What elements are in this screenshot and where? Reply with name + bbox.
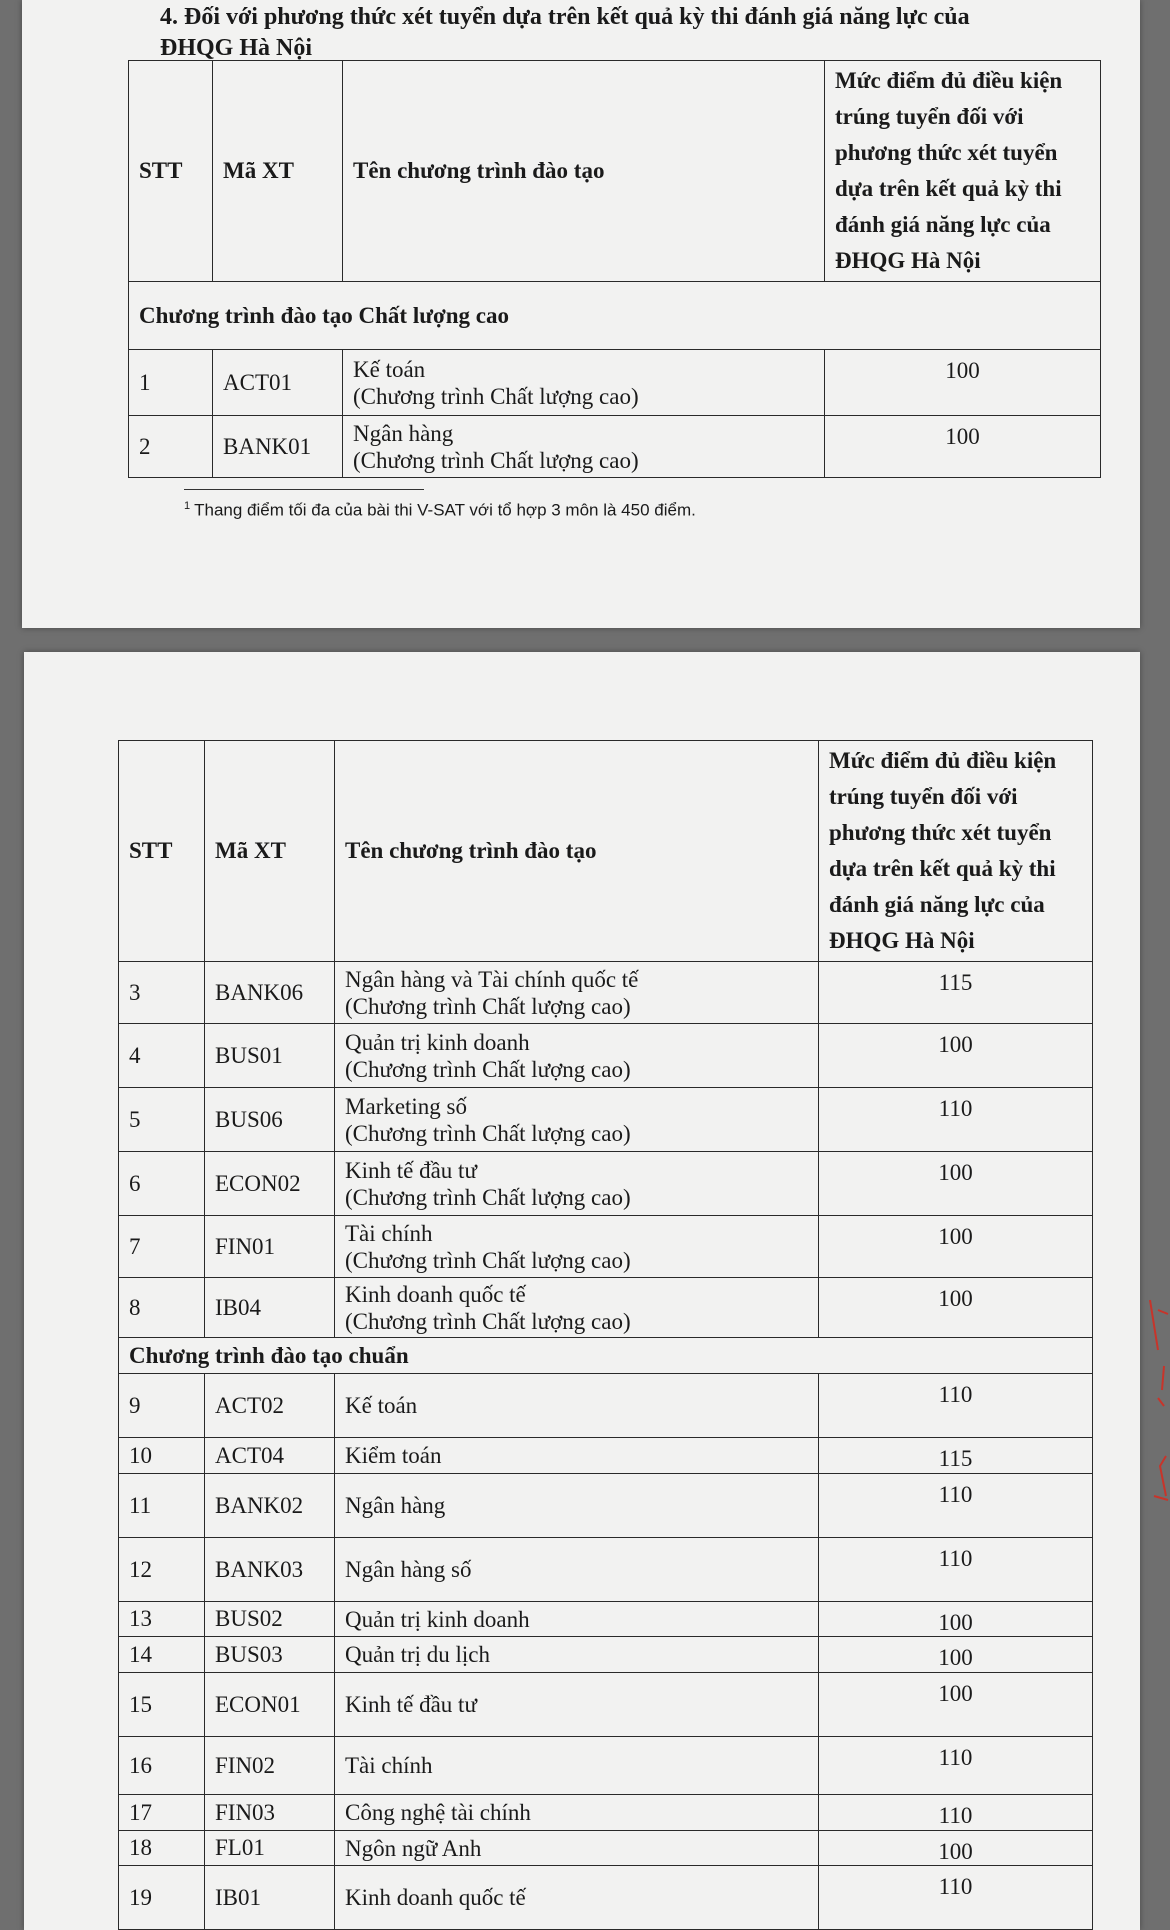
row-code: BUS03 xyxy=(205,1637,335,1673)
header-score-line: ĐHQG Hà Nội xyxy=(835,248,981,273)
row-score: 100 xyxy=(819,1278,1093,1338)
program-name: Quản trị kinh doanh xyxy=(345,1029,530,1055)
header-score-line: đánh giá năng lực của xyxy=(835,212,1051,237)
row-code: IB01 xyxy=(205,1866,335,1930)
program-name: Ngân hàng xyxy=(353,420,454,446)
row-program xyxy=(335,1673,819,1737)
program-name: Ngân hàng xyxy=(345,1493,446,1518)
header-score-line: Mức điểm đủ điều kiện xyxy=(829,748,1057,773)
row-program xyxy=(335,1637,819,1673)
row-score: 100 xyxy=(819,1602,1093,1637)
program-name: Kiểm toán xyxy=(345,1443,442,1468)
row-score: 100 xyxy=(819,1673,1093,1737)
row-code: ECON01 xyxy=(205,1673,335,1737)
table-row xyxy=(119,1737,1093,1795)
row-program xyxy=(335,1152,819,1216)
row-stt: 4 xyxy=(119,1024,205,1088)
table-header-row xyxy=(119,741,1093,962)
row-code: FIN01 xyxy=(205,1216,335,1278)
row-program xyxy=(335,1374,819,1438)
admission-score-table-page1 xyxy=(128,60,1101,478)
row-program xyxy=(335,1737,819,1795)
program-note: (Chương trình Chất lượng cao) xyxy=(345,1184,631,1210)
row-program xyxy=(335,1538,819,1602)
row-score: 100 xyxy=(825,350,1101,416)
row-stt: 10 xyxy=(119,1438,205,1474)
row-score: 115 xyxy=(819,962,1093,1024)
row-code: BUS02 xyxy=(205,1602,335,1637)
table-row xyxy=(119,1474,1093,1538)
footnote-marker: 1 xyxy=(184,500,191,512)
program-note: (Chương trình Chất lượng cao) xyxy=(353,383,639,409)
program-name: Tài chính xyxy=(345,1753,433,1778)
row-program xyxy=(335,1278,819,1338)
row-program xyxy=(335,1831,819,1866)
row-program xyxy=(343,350,825,416)
table-row xyxy=(119,1024,1093,1088)
program-name: Quản trị du lịch xyxy=(345,1642,490,1667)
table-row xyxy=(119,1538,1093,1602)
program-name: Kế toán xyxy=(353,356,426,382)
row-score: 100 xyxy=(819,1637,1093,1673)
row-code: ACT04 xyxy=(205,1438,335,1474)
row-code: BUS06 xyxy=(205,1088,335,1152)
row-code: BUS01 xyxy=(205,1024,335,1088)
row-program xyxy=(335,1024,819,1088)
program-name: Kinh tế đầu tư xyxy=(345,1157,477,1183)
header-score xyxy=(825,61,1101,282)
row-code: FIN03 xyxy=(205,1795,335,1831)
row-stt: 7 xyxy=(119,1216,205,1278)
row-code: BANK03 xyxy=(205,1538,335,1602)
table-header-row xyxy=(129,61,1101,282)
table-row xyxy=(119,1374,1093,1438)
row-program xyxy=(335,1866,819,1930)
table-row xyxy=(129,416,1101,478)
row-program xyxy=(335,1474,819,1538)
row-score: 100 xyxy=(819,1831,1093,1866)
row-stt: 1 xyxy=(129,350,213,416)
table-row xyxy=(119,1673,1093,1737)
program-name: Ngôn ngữ Anh xyxy=(345,1835,482,1861)
program-note: (Chương trình Chất lượng cao) xyxy=(345,1120,631,1146)
row-score: 100 xyxy=(819,1216,1093,1278)
row-score: 110 xyxy=(819,1737,1093,1795)
row-score: 110 xyxy=(819,1795,1093,1831)
row-code: BANK02 xyxy=(205,1474,335,1538)
group-row xyxy=(129,282,1101,350)
header-program: Tên chương trình đào tạo xyxy=(343,61,825,282)
header-score-line: ĐHQG Hà Nội xyxy=(829,928,975,953)
program-note: (Chương trình Chất lượng cao) xyxy=(345,1247,631,1273)
table-row xyxy=(119,1088,1093,1152)
program-name: Ngân hàng số xyxy=(345,1557,472,1582)
table-row xyxy=(119,1637,1093,1673)
footnote xyxy=(184,500,696,521)
row-stt: 9 xyxy=(119,1374,205,1438)
program-name: Công nghệ tài chính xyxy=(345,1800,531,1825)
program-name: Marketing số xyxy=(345,1093,468,1119)
program-name: Kinh doanh quốc tế xyxy=(345,1885,526,1910)
row-score: 110 xyxy=(819,1538,1093,1602)
row-score: 115 xyxy=(819,1438,1093,1474)
row-program xyxy=(335,1602,819,1637)
table-row xyxy=(119,1438,1093,1474)
row-stt: 12 xyxy=(119,1538,205,1602)
header-score-line: phương thức xét tuyển xyxy=(835,140,1058,165)
pen-annotation-mark xyxy=(1140,1290,1170,1910)
table-row xyxy=(119,1152,1093,1216)
program-name: Kế toán xyxy=(345,1393,418,1418)
row-score: 110 xyxy=(819,1474,1093,1538)
table-row xyxy=(119,1216,1093,1278)
row-stt: 16 xyxy=(119,1737,205,1795)
row-score: 100 xyxy=(825,416,1101,478)
row-program xyxy=(335,1438,819,1474)
table-row xyxy=(119,1602,1093,1637)
row-stt: 17 xyxy=(119,1795,205,1831)
table-row xyxy=(119,1866,1093,1930)
program-note: (Chương trình Chất lượng cao) xyxy=(353,447,639,473)
table-body-high-quality xyxy=(119,962,1093,1338)
header-score-line: Mức điểm đủ điều kiện xyxy=(835,68,1063,93)
header-code: Mã XT xyxy=(213,61,343,282)
header-score-line: trúng tuyển đối với xyxy=(829,784,1018,809)
row-code: ECON02 xyxy=(205,1152,335,1216)
row-stt: 13 xyxy=(119,1602,205,1637)
row-stt: 15 xyxy=(119,1673,205,1737)
row-score: 100 xyxy=(819,1152,1093,1216)
row-stt: 3 xyxy=(119,962,205,1024)
row-score: 100 xyxy=(819,1024,1093,1088)
row-stt: 5 xyxy=(119,1088,205,1152)
section-heading-line-2: ĐHQG Hà Nội xyxy=(160,35,313,61)
section-heading xyxy=(160,2,1100,64)
header-stt: STT xyxy=(129,61,213,282)
table-row xyxy=(119,962,1093,1024)
header-score-line: phương thức xét tuyển xyxy=(829,820,1052,845)
header-score xyxy=(819,741,1093,962)
row-code: BANK06 xyxy=(205,962,335,1024)
table-body-standard xyxy=(119,1374,1093,1930)
program-name: Ngân hàng và Tài chính quốc tế xyxy=(345,966,639,992)
table-row xyxy=(129,350,1101,416)
row-code: FL01 xyxy=(205,1831,335,1866)
group-label-high-quality: Chương trình đào tạo Chất lượng cao xyxy=(129,282,1101,350)
program-note: (Chương trình Chất lượng cao) xyxy=(345,1308,631,1334)
program-name: Kinh tế đầu tư xyxy=(345,1692,477,1717)
table-row xyxy=(119,1278,1093,1338)
section-heading-line-1: 4. Đối với phương thức xét tuyển dựa trên kết quả kỳ thi đánh giá năng lực của xyxy=(160,4,970,30)
row-stt: 11 xyxy=(119,1474,205,1538)
program-note: (Chương trình Chất lượng cao) xyxy=(345,993,631,1019)
header-program: Tên chương trình đào tạo xyxy=(335,741,819,962)
row-program xyxy=(335,1088,819,1152)
table-row xyxy=(119,1831,1093,1866)
program-name: Tài chính xyxy=(345,1220,433,1246)
row-code: ACT02 xyxy=(205,1374,335,1438)
row-stt: 14 xyxy=(119,1637,205,1673)
row-stt: 18 xyxy=(119,1831,205,1866)
row-stt: 6 xyxy=(119,1152,205,1216)
row-program xyxy=(343,416,825,478)
header-score-line: đánh giá năng lực của xyxy=(829,892,1045,917)
program-name: Quản trị kinh doanh xyxy=(345,1606,530,1632)
table-body xyxy=(129,350,1101,478)
row-stt: 19 xyxy=(119,1866,205,1930)
row-program xyxy=(335,1795,819,1831)
header-score-line: dựa trên kết quả kỳ thi xyxy=(835,176,1062,201)
row-code: BANK01 xyxy=(213,416,343,478)
group-label-standard: Chương trình đào tạo chuẩn xyxy=(119,1338,1093,1374)
table-row xyxy=(119,1795,1093,1831)
row-score: 110 xyxy=(819,1374,1093,1438)
row-stt: 2 xyxy=(129,416,213,478)
program-name: Kinh doanh quốc tế xyxy=(345,1281,526,1307)
row-program xyxy=(335,962,819,1024)
row-code: FIN02 xyxy=(205,1737,335,1795)
header-stt: STT xyxy=(119,741,205,962)
row-score: 110 xyxy=(819,1866,1093,1930)
header-score-line: trúng tuyển đối với xyxy=(835,104,1024,129)
group-row xyxy=(119,1338,1093,1374)
row-code: ACT01 xyxy=(213,350,343,416)
admission-score-table-page2 xyxy=(118,740,1093,1930)
header-score-line: dựa trên kết quả kỳ thi xyxy=(829,856,1056,881)
program-note: (Chương trình Chất lượng cao) xyxy=(345,1056,631,1082)
footnote-text: Thang điểm tối đa của bài thi V-SAT với tổ hợp 3 môn là 450 điểm. xyxy=(194,500,696,520)
row-stt: 8 xyxy=(119,1278,205,1338)
footnote-divider xyxy=(184,489,424,490)
row-code: IB04 xyxy=(205,1278,335,1338)
row-score: 110 xyxy=(819,1088,1093,1152)
row-program xyxy=(335,1216,819,1278)
header-code: Mã XT xyxy=(205,741,335,962)
